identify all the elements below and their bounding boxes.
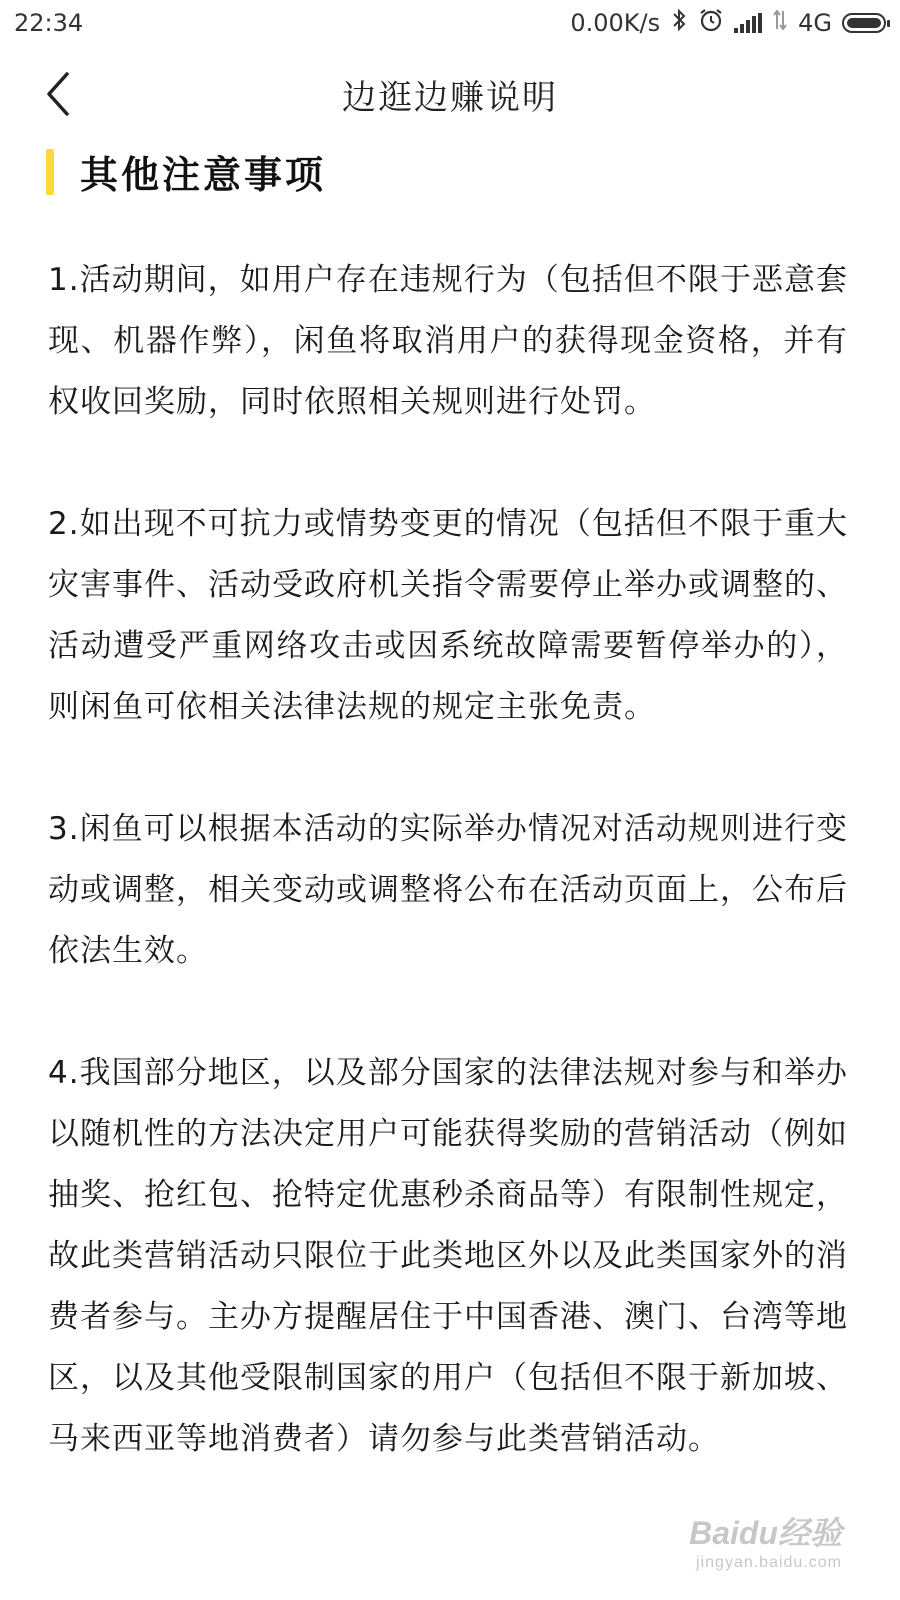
status-time: 22:34 (14, 9, 84, 37)
battery-icon (842, 13, 886, 33)
note-paragraph-2: 2.如出现不可抗力或情势变更的情况（包括但不限于重大灾害事件、活动受政府机关指令需要停止举办或调整的、活动遭受严重网络攻击或因系统故障需要暂停举办的），则闲鱼可依相关法律法规的规定主张免责。 (48, 506, 848, 725)
watermark (689, 1508, 842, 1572)
status-bar (0, 0, 900, 46)
status-indicators (570, 7, 886, 39)
nav-bar (0, 52, 900, 140)
watermark-url: jingyan.baidu.com (696, 1554, 842, 1571)
alarm-icon (698, 7, 724, 39)
page-title: 边逛边赚说明 (342, 78, 558, 118)
watermark-logo: Baidu经验 (689, 1515, 842, 1551)
note-paragraph-1: 1.活动期间，如用户存在违规行为（包括但不限于恶意套现、机器作弊），闲鱼将取消用户的获得现金资格，并有权收回奖励，同时依照相关规则进行处罚。 (48, 262, 848, 420)
section-heading-text: 其他注意事项 (80, 153, 327, 197)
note-paragraph-3: 3.闲鱼可以根据本活动的实际举办情况对活动规则进行变动或调整，相关变动或调整将公布在活动页面上，公布后依法生效。 (48, 811, 848, 969)
note-paragraph-4: 4.我国部分地区，以及部分国家的法律法规对参与和举办以随机性的方法决定用户可能获得奖励的营销活动（例如抽奖、抢红包、抢特定优惠秒杀商品等）有限制性规定，故此类营销活动只限位于此类地区外以及此类国家外的消费者参与。主办方提醒居住于中国香港、澳门、台湾等地区，以及其他受限制国家的用户（包括但不限于新加坡、马来西亚等地消费者）请勿参与此类营销活动。 (48, 1055, 848, 1457)
data-transfer-icon (772, 9, 788, 37)
network-type: 4G (798, 9, 832, 37)
heading-accent-bar (46, 149, 54, 195)
bluetooth-icon (670, 8, 688, 38)
section-heading (46, 144, 326, 199)
notes-content (48, 250, 848, 1531)
network-speed: 0.00K/s (570, 9, 661, 37)
signal-icon (734, 13, 762, 33)
